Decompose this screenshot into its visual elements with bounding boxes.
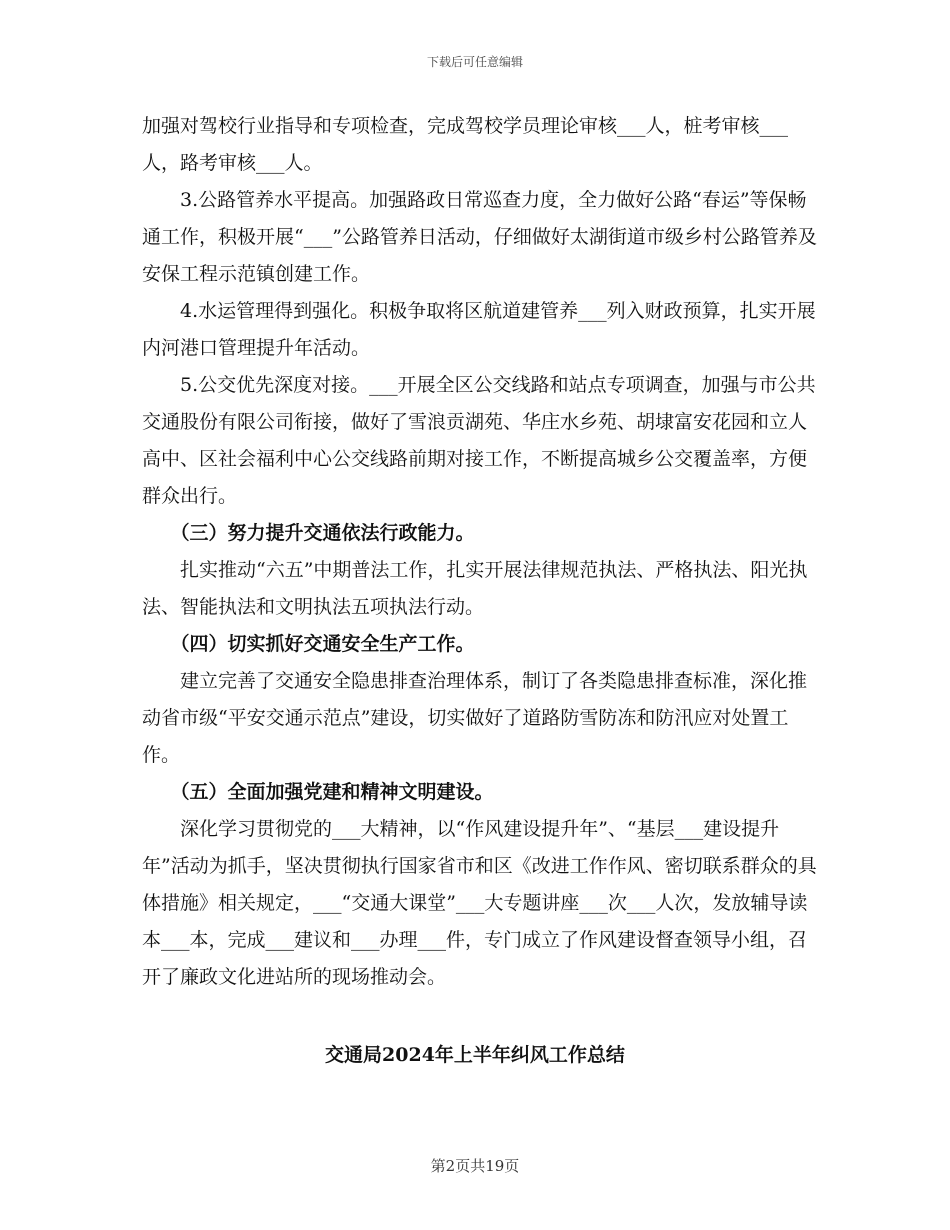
document-title: 交通局2024年上半年纠风工作总结 [325,1044,625,1066]
paragraph: 建立完善了交通安全隐患排查治理体系，制订了各类隐患排查标准，深化推动省市级“平安交通示范点”建设，切实做好了道路防雪防冻和防汛应对处置工作。 [142,670,808,766]
paragraph: 3.公路管养水平提高。加强路政日常巡查力度，全力做好公路“春运”等保畅通工作，积极开展“___”公路管养日活动，仔细做好太湖街道市级乡村公路管养及安保工程示范镇创建工作。 [142,189,817,285]
section-heading: （五）全面加强党建和精神文明建设。 [170,781,494,803]
paragraph: 深化学习贯彻党的___大精神，以“作风建设提升年”、“基层___建设提升年”活动为抓手，坚决贯彻执行国家省市和区《改进工作作风、密切联系群众的具体措施》相关规定，___“交通大课堂”___大专题讲座___次___人次，发放辅导读本___本，完成___建议和___办理___件，专门成立了作风建设督查领导小组，召开了廉政文化进站所的现场推动会。 [142,818,817,988]
header-note: 下载后可任意编辑 [426,55,523,69]
paragraph: 5.公交优先深度对接。___开展全区公交线路和站点专项调查，加强与市公共交通股份有限公司衔接，做好了雪浪贡湖苑、华庄水乡苑、胡埭富安花园和立人高中、区社会福利中心公交线路前期对接工作，不断提高城乡公交覆盖率，方便群众出行。 [142,374,816,507]
document-body [142,108,822,996]
section-heading: （四）切实抓好交通安全生产工作。 [170,633,475,655]
paragraph: 扎实推动“六五”中期普法工作，扎实开展法律规范执法、严格执法、阳光执法、智能执法和文明执法五项执法行动。 [142,559,808,618]
section-heading: （三）努力提升交通依法行政能力。 [170,522,475,544]
paragraph: 加强对驾校行业指导和专项检查，完成驾校学员理论审核___人，桩考审核___人，路考审核___人。 [142,115,789,174]
page-footer: 第2页共19页 [430,1157,520,1175]
paragraph: 4.水运管理得到强化。积极争取将区航道建管养___列入财政预算，扎实开展内河港口管理提升年活动。 [142,300,816,359]
